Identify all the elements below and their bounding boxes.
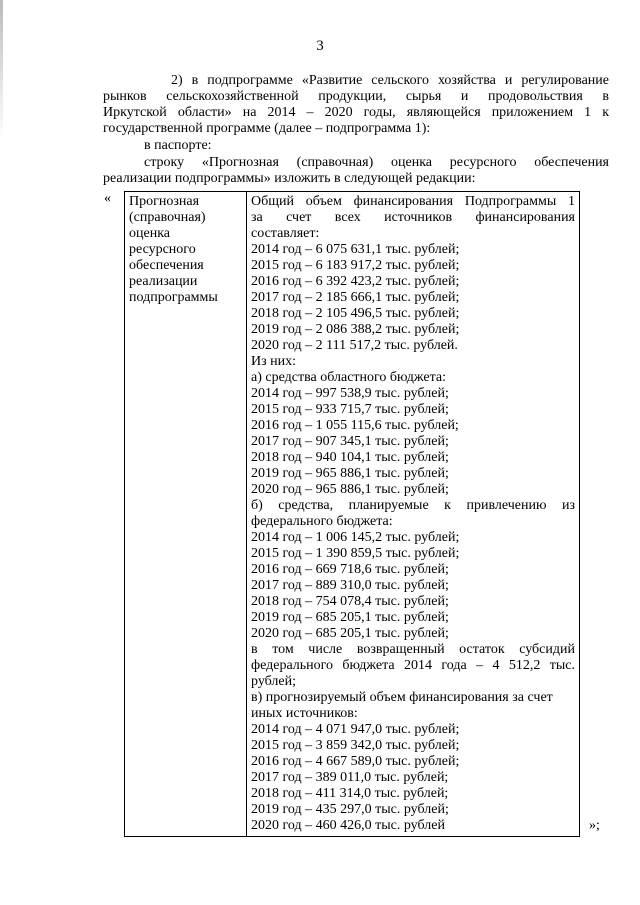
passport-table: [124, 191, 580, 837]
text-line: реализации подпрограммы» изложить в следующей редакции:: [103, 171, 476, 186]
section-b-line: 2016 год – 669 718,6 тыс. рублей;: [251, 562, 449, 577]
section-a-line: 2015 год – 933 715,7 тыс. рублей;: [251, 402, 449, 417]
section-c-line: 2020 год – 460 426,0 тыс. рублей: [251, 818, 445, 833]
section-b-note: в том числе возвращенный остаток субсидий: [251, 642, 575, 657]
section-a-line: 2014 год – 997 538,9 тыс. рублей;: [251, 386, 449, 401]
section-c-title: иных источников:: [251, 706, 358, 721]
of-which-label: Из них:: [251, 354, 297, 369]
section-c-line: 2018 год – 411 314,0 тыс. рублей;: [251, 786, 449, 801]
section-c-title: в) прогнозируемый объем финансирования за счет: [251, 690, 553, 705]
intro-paragraph-3: [103, 155, 609, 187]
close-quote: »;: [589, 818, 600, 833]
total-line: 2017 год – 2 185 666,1 тыс. рублей;: [251, 290, 460, 305]
section-b-note: рублей;: [251, 674, 296, 689]
text-line: Иркутской области» на 2014 – 2020 годы, являющейся приложением 1 к: [103, 105, 609, 120]
total-line: 2020 год – 2 111 517,2 тыс. рублей.: [251, 338, 458, 353]
section-b-line: 2020 год – 685 205,1 тыс. рублей;: [251, 626, 449, 641]
section-b-title: б) средства, планируемые к привлечению из: [251, 498, 575, 513]
label-line: ресурсного: [129, 242, 196, 257]
page-number: 3: [316, 38, 324, 54]
section-b-line: 2019 год – 685 205,1 тыс. рублей;: [251, 610, 449, 625]
total-line: 2018 год – 2 105 496,5 тыс. рублей;: [251, 306, 460, 321]
header-line: за счет всех источников финансирования: [251, 210, 575, 225]
intro-paragraph-2: [117, 138, 609, 154]
section-b-note: федерального бюджета 2014 года – 4 512,2 тыс.: [251, 658, 575, 673]
section-c-line: 2016 год – 4 667 589,0 тыс. рублей;: [251, 754, 460, 769]
label-line: реализации: [129, 274, 198, 289]
header-line: составляет:: [251, 226, 320, 241]
text-line: в паспорте:: [144, 138, 212, 153]
section-b-line: 2014 год – 1 006 145,2 тыс. рублей;: [251, 530, 460, 545]
label-line: оценка: [129, 226, 171, 241]
table-row: [125, 192, 580, 837]
text-line: рынков сельскохозяйственной продукции, сырья и продовольствия в: [103, 89, 609, 104]
label-line: Прогнозная: [129, 194, 200, 209]
total-line: 2014 год – 6 075 631,1 тыс. рублей;: [251, 242, 460, 257]
text-line: строку «Прогнозная (справочная) оценка ресурсного обеспечения: [144, 155, 609, 170]
section-c-line: 2019 год – 435 297,0 тыс. рублей;: [251, 802, 449, 817]
text-line: государственной программе (далее – подпрограмма 1):: [103, 121, 431, 136]
section-b-line: 2018 год – 754 078,4 тыс. рублей;: [251, 594, 449, 609]
label-cell: [125, 192, 247, 837]
section-a-line: 2018 год – 940 104,1 тыс. рублей;: [251, 450, 449, 465]
label-line: подпрограммы: [129, 290, 218, 305]
total-line: 2019 год – 2 086 388,2 тыс. рублей;: [251, 322, 460, 337]
section-a-line: 2020 год – 965 886,1 тыс. рублей;: [251, 482, 449, 497]
section-c-line: 2014 год – 4 071 947,0 тыс. рублей;: [251, 722, 460, 737]
header-line: Общий объем финансирования Подпрограммы 1: [251, 194, 575, 209]
section-a-line: 2017 год – 907 345,1 тыс. рублей;: [251, 434, 449, 449]
total-line: 2016 год – 6 392 423,2 тыс. рублей;: [251, 274, 460, 289]
section-b-line: 2017 год – 889 310,0 тыс. рублей;: [251, 578, 449, 593]
content-cell: [247, 192, 580, 837]
section-c-line: 2015 год – 3 859 342,0 тыс. рублей;: [251, 738, 460, 753]
total-line: 2015 год – 6 183 917,2 тыс. рублей;: [251, 258, 460, 273]
label-line: обеспечения: [129, 258, 204, 273]
label-line: (справочная): [129, 210, 206, 225]
section-a-title: а) средства областного бюджета:: [251, 370, 446, 385]
open-quote: «: [104, 191, 111, 206]
text-line: 2) в подпрограмме «Развитие сельского хозяйства и регулирование: [171, 73, 609, 88]
section-c-line: 2017 год – 389 011,0 тыс. рублей;: [251, 770, 449, 785]
scan-edge-shadow: [0, 0, 3, 140]
section-b-line: 2015 год – 1 390 859,5 тыс. рублей;: [251, 546, 460, 561]
section-a-line: 2019 год – 965 886,1 тыс. рублей;: [251, 466, 449, 481]
section-a-line: 2016 год – 1 055 115,6 тыс. рублей;: [251, 418, 459, 433]
section-b-title: федерального бюджета:: [251, 514, 393, 529]
intro-paragraph-1: [103, 73, 609, 137]
